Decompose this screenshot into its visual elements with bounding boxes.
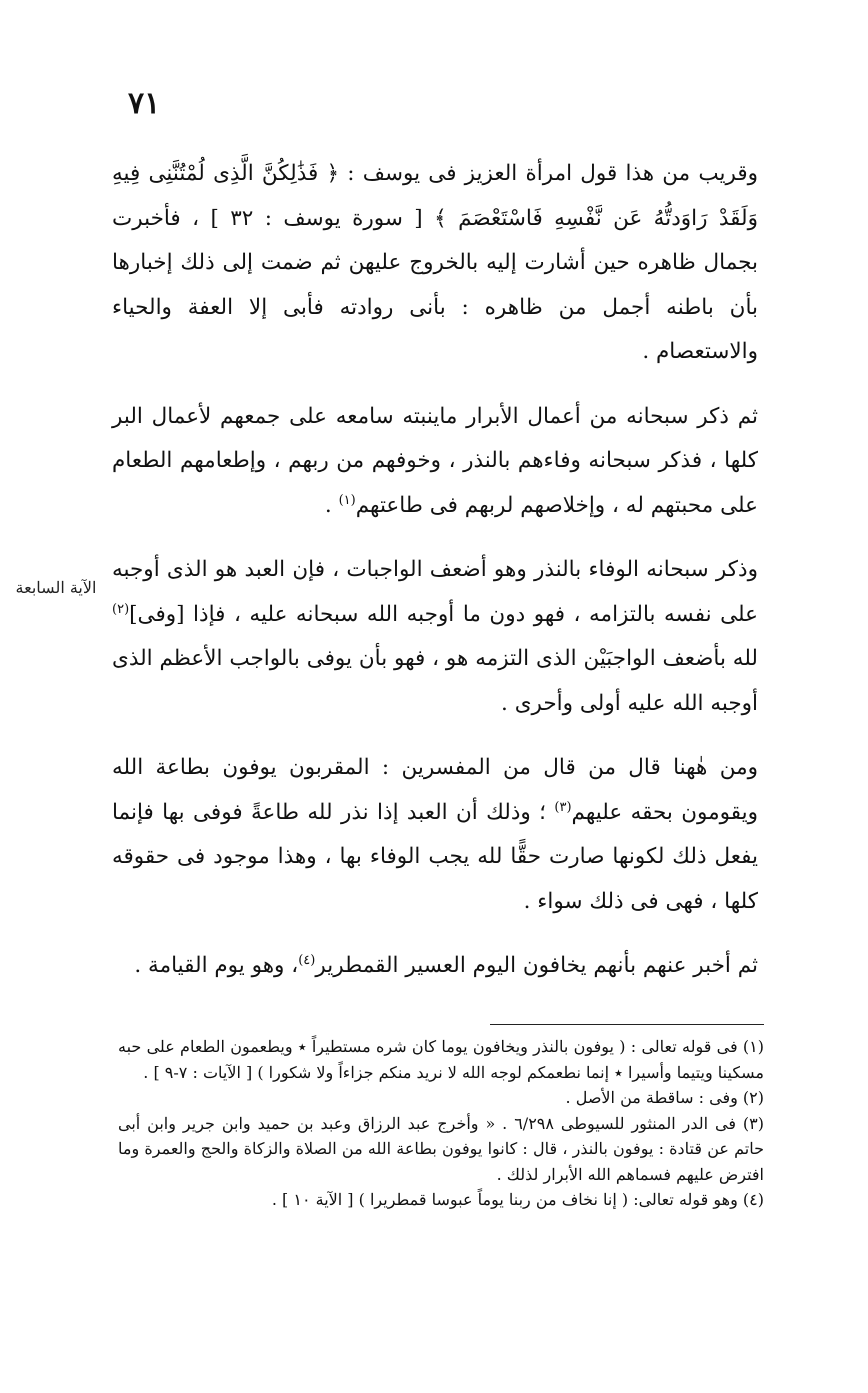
footnote-2: (٢) وفى : ساقطة من الأصل . bbox=[565, 1088, 764, 1107]
paragraph-tail: . bbox=[324, 492, 339, 518]
paragraph-tail: ؛ وذلك أن العبد إذا نذر لله طاعةً فوفى بها فإنما يفعل ذلك لكونها صارت حقًّا لله يجب الوفاء بها ، وهذا موجود فى حقوقه كلها ، فهى فى ذلك سواء . bbox=[112, 799, 758, 914]
footnote-ref-2[interactable]: (٢) bbox=[112, 601, 130, 617]
paragraph-1 bbox=[112, 152, 758, 375]
footnote-divider bbox=[490, 1024, 764, 1025]
paragraph-text: ثم أخبر عنهم بأنهم يخافون اليوم العسير القمطرير bbox=[315, 953, 758, 978]
paragraph-5 bbox=[112, 944, 758, 989]
paragraph-text: ومن هٰهنا قال من قال من المفسرين : المقربون يوفون بطاعة الله ويقومون بحقه عليهم bbox=[112, 755, 758, 825]
footnote-ref-4[interactable]: (٤) bbox=[298, 952, 316, 968]
footnote-ref-3[interactable]: (٣) bbox=[554, 799, 572, 815]
paragraph-text: ثم ذكر سبحانه من أعمال الأبرار ماينبته سامعه على جمعهم لأعمال البر كلها ، فذكر سبحانه وفاءهم بالنذر ، وخوفهم من ربهم ، وإطعامهم الطعام على محبتهم له ، وإخلاصهم لربهم فى طاعتهم bbox=[112, 403, 758, 518]
paragraph-text: وقريب من هذا قول امرأة العزيز فى يوسف : ﴿ فَذَٰلِكُنَّ الَّذِى لُمْتُنَّنِى فِيهِ وَلَقَدْ رَاوَدتُّهُ عَن نَّفْسِهِ فَاسْتَعْصَمَ ﴾ [ سورة يوسف : ٣٢ ] ، فأخبرت بجمال ظاهره حين أشارت إليه بالخروج عليهن ثم ضمت إلى ذلك إخبارها بأن باطنه أجمل من ظاهره : بأنى روادته فأبى إلا العفة والحياء والاستعصام . bbox=[112, 161, 758, 364]
footnote-ref-1[interactable]: (١) bbox=[338, 492, 356, 508]
footnote-3: (٣) فى الدر المنثور للسيوطى ٦/٢٩٨ . « وأخرج عبد الرزاق وعبد بن حميد وابن جرير وابن أبى حاتم عن قتادة : يوفون بالنذر ، قال : كانوا يوفون بطاعة الله من الصلاة والزكاة والحج والعمرة وما افترض عليهم فسماهم الله الأبرار لذلك . bbox=[118, 1113, 764, 1184]
body-text bbox=[112, 152, 758, 1009]
paragraph-3 bbox=[112, 548, 758, 726]
page-number: ٧١ bbox=[128, 86, 161, 121]
footnote-4: (٤) وهو قوله تعالى: ( إنا نخاف من ربنا يوماً عبوسا قمطريرا ) [ الآية ١٠ ] . bbox=[271, 1190, 764, 1209]
paragraph-tail: ، وهو يوم القيامة . bbox=[134, 953, 299, 978]
margin-note: الآية السابعة bbox=[15, 578, 97, 597]
paragraph-2 bbox=[112, 395, 758, 529]
footnote-1: (١) فى قوله تعالى : ( يوفون بالنذر ويخافون يوما كان شره مستطيراً ٭ ويطعمون الطعام على حبه مسكينا ويتيما وأسيرا ٭ إنما نطعمكم لوجه الله لا نريد منكم جزاءاً ولا شكورا ) [ الآيات : ٧-٩ ] . bbox=[118, 1037, 764, 1082]
paragraph-4 bbox=[112, 746, 758, 924]
paragraph-text: وذكر سبحانه الوفاء بالنذر وهو أضعف الواجبات ، فإن العبد هو الذى أوجبه على نفسه بالتزامه ، فهو دون ما أوجبه الله سبحانه عليه ، فإذا [وفى] bbox=[112, 557, 758, 627]
footnotes bbox=[118, 1034, 764, 1213]
paragraph-tail: لله بأضعف الواجبَيْن الذى التزمه هو ، فهو بأن يوفى بالواجب الأعظم الذى أوجبه الله عليه أولى وأحرى . bbox=[112, 646, 758, 716]
